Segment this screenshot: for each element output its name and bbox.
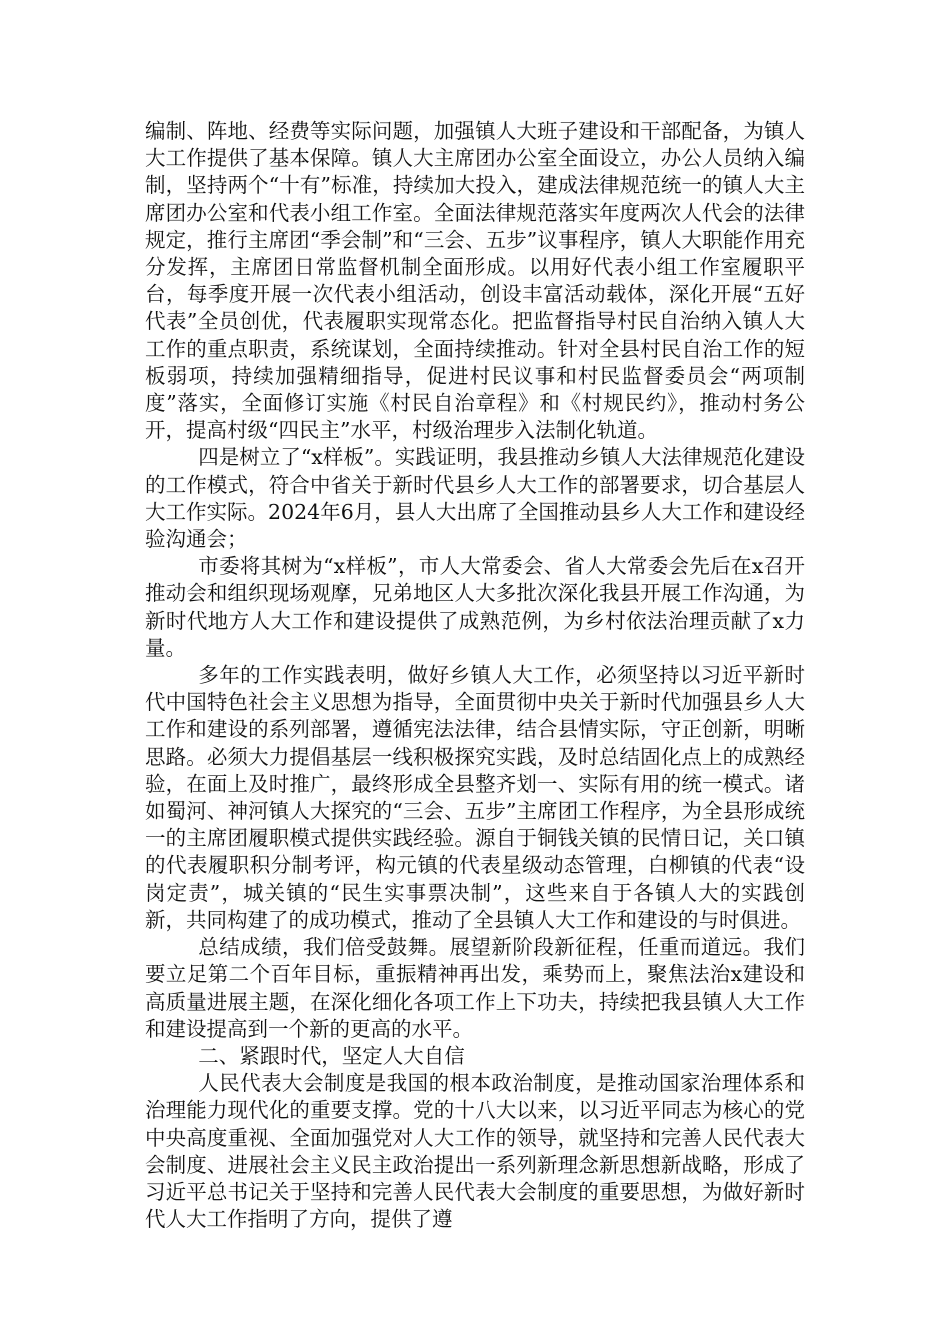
document-body (145, 118, 805, 1233)
paragraph-fourth-achievement: 四是树立了“x样板”。实践证明，我县推动乡镇人大法律规范化建设的工作模式，符合中省关于新时代县乡人大工作的部署要求，切合基层人大工作实际。2024年6月，县人大出席了全国推动县乡人大工作和建设经验沟通会； (145, 445, 805, 552)
paragraph-peoples-congress-system: 人民代表大会制度是我国的根本政治制度，是推动国家治理体系和治理能力现代化的重要支撑。党的十八大以来，以习近平同志为核心的党中央高度重视、全面加强党对人大工作的领导，就坚持和完善人民代表大会制度、进展社会主义民主政治提出一系列新理念新思想新战略，形成了习近平总书记关于坚持和完善人民代表大会制度的重要思想，为做好新时代人大工作指明了方向，提供了遵 (145, 1071, 805, 1232)
paragraph-work-experience: 多年的工作实践表明，做好乡镇人大工作，必须坚持以习近平新时代中国特色社会主义思想为指导，全面贯彻中央关于新时代加强县乡人大工作和建设的系列部署，遵循宪法法律，结合县情实际，守正创新，明晰思路。必须大力提倡基层一线积极探究实践，及时总结固化点上的成熟经验，在面上及时推广，最终形成全县整齐划一、实际有用的统一模式。诸如蜀河、神河镇人大探究的“三会、五步”主席团工作程序，为全县形成统一的主席团履职模式提供实践经验。源自于铜钱关镇的民情日记，关口镇的代表履职积分制考评，构元镇的代表星级动态管理，白柳镇的代表“设岗定责”，城关镇的“民生实事票决制”，这些来自于各镇人大的实践创新，共同构建了的成功模式，推动了全县镇人大工作和建设的与时俱进。 (145, 663, 805, 932)
paragraph-model-recognition: 市委将其树为“x样板”，市人大常委会、省人大常委会先后在x召开推动会和组织现场观摩，兄弟地区人大多批次深化我县开展工作沟通，为新时代地方人大工作和建设提供了成熟范例，为乡村依法治理贡献了x力量。 (145, 554, 805, 660)
paragraph-summary-outlook: 总结成绩，我们倍受鼓舞。展望新阶段新征程，任重而道远。我们要立足第二个百年目标，重振精神再出发，乘势而上，聚焦法治x建设和高质量进展主题，在深化细化各项工作上下功夫，持续把我县镇人大工作和建设提高到一个新的更高的水平。 (145, 935, 805, 1041)
paragraph-problems-and-guarantees: 编制、阵地、经费等实际问题，加强镇人大班子建设和干部配备，为镇人大工作提供了基本保障。镇人大主席团办公室全面设立，办公人员纳入编制，坚持两个“十有”标准，持续加大投入，建成法律规范统一的镇人大主席团办公室和代表小组工作室。全面法律规范落实年度两次人代会的法律规定，推行主席团“季会制”和“三会、五步”议事程序，镇人大职能作用充分发挥，主席团日常监督机制全面形成。以用好代表小组工作室履职平台，每季度开展一次代表小组活动，创设丰富活动载体，深化开展“五好代表”全员创优，代表履职实现常态化。把监督指导村民自治纳入镇人大工作的重点职责，系统谋划，全面持续推动。针对全县村民自治工作的短板弱项，持续加强精细指导，促进村民议事和村民监督委员会“两项制度”落实，全面修订实施《村民自治章程》和《村规民约》，推动村务公开，提高村级“四民主”水平，村级治理步入法制化轨道。 (145, 119, 805, 443)
section-heading: 二、紧跟时代，坚定人大自信 (198, 1043, 465, 1068)
